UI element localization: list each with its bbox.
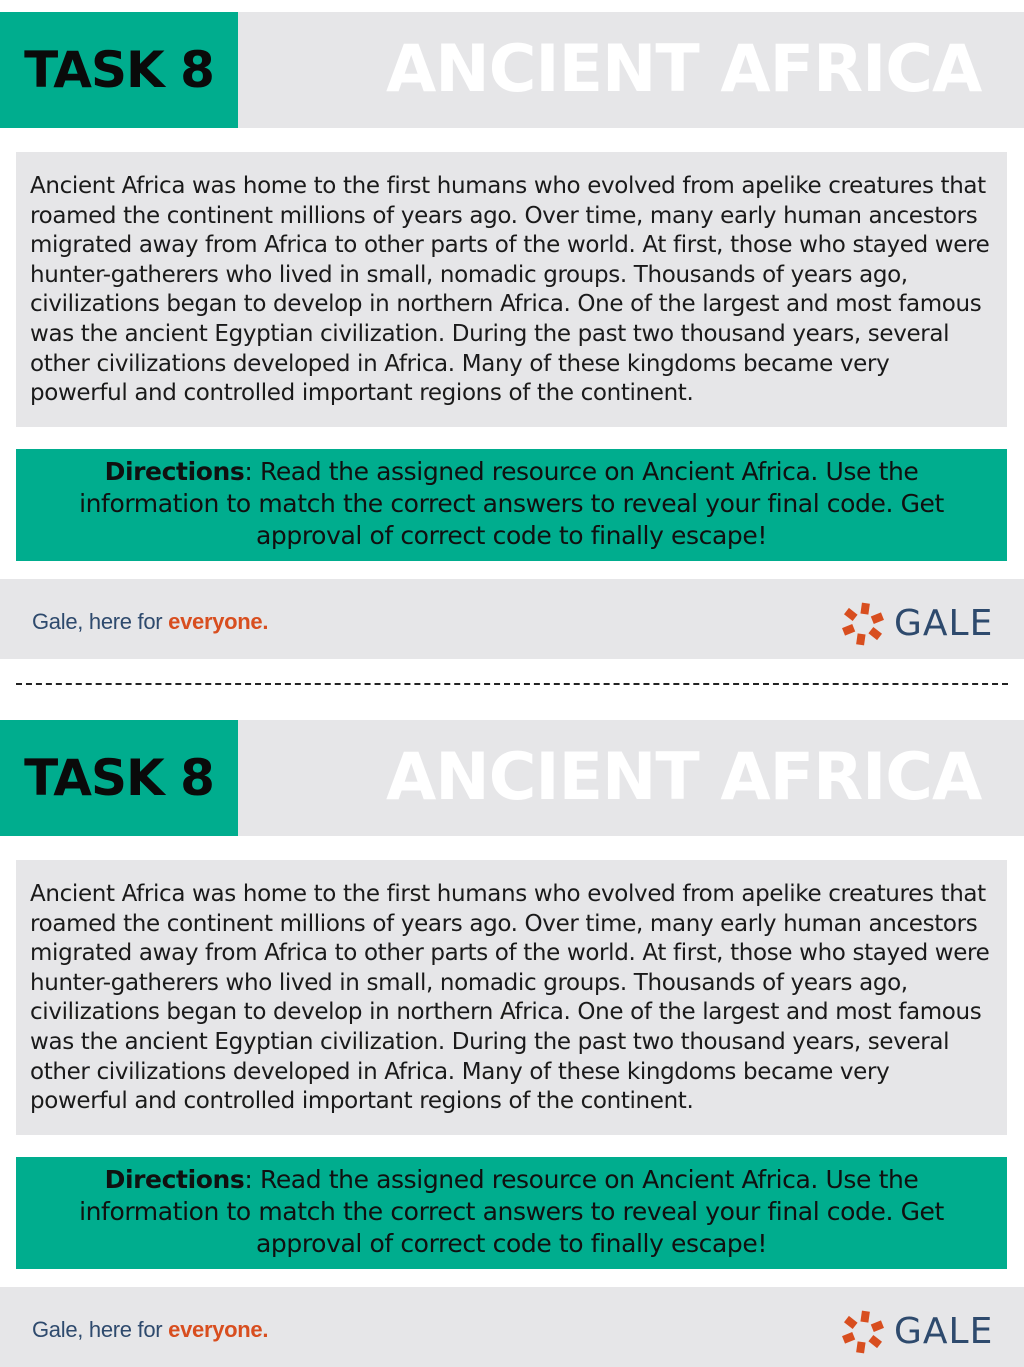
directions-text: [46, 456, 977, 552]
intro-panel: [16, 860, 1007, 1135]
tagline-prefix: Gale, here for: [32, 609, 169, 634]
directions-text: [46, 1164, 977, 1260]
directions-panel: [16, 449, 1007, 561]
tagline-accent: everyone.: [168, 609, 269, 634]
tagline: [32, 1317, 268, 1343]
gale-logo: [840, 1309, 1000, 1355]
directions-panel: [16, 1157, 1007, 1269]
logo-wordmark: GALE: [894, 603, 994, 644]
tagline-prefix: Gale, here for: [32, 1317, 169, 1342]
dashed-divider: [16, 683, 1008, 685]
intro-panel: [16, 152, 1007, 427]
gale-logo: [840, 601, 1000, 647]
tagline-accent: everyone.: [168, 1317, 269, 1342]
directions-body: : Read the assigned resource on Ancient Africa. Use the information to match the correct answers to reveal your final code. Get approval of correct code to finally escape!: [79, 1165, 944, 1258]
gale-starburst-icon: [840, 601, 886, 647]
page-title: ANCIENT AFRICA: [386, 740, 982, 815]
title-bar: [0, 720, 1024, 836]
footer: [0, 579, 1024, 659]
intro-text: Ancient Africa was home to the first humans who evolved from apelike creatures that roamed the continent millions of years ago. Over time, many early human ancestors migrated away from Africa to other parts of the world. At first, those who stayed were hunter-gatherers who lived in small, nomadic groups. Thousands of years ago, civilizations began to develop in northern Africa. One of the largest and most famous was the ancient Egyptian civilization. During the past two thousand years, several other civilizations developed in Africa. Many of these kingdoms became very powerful and controlled important regions of the continent.: [30, 881, 990, 1115]
directions-label: Directions: [104, 457, 245, 486]
task-label: TASK 8: [0, 720, 238, 836]
gale-starburst-icon: [840, 1309, 886, 1355]
directions-label: Directions: [104, 1165, 245, 1194]
tagline: [32, 609, 268, 635]
task-label: TASK 8: [0, 12, 238, 128]
directions-body: : Read the assigned resource on Ancient Africa. Use the information to match the correct answers to reveal your final code. Get approval of correct code to finally escape!: [79, 457, 944, 550]
page-title: ANCIENT AFRICA: [386, 32, 982, 107]
intro-text: Ancient Africa was home to the first humans who evolved from apelike creatures that roamed the continent millions of years ago. Over time, many early human ancestors migrated away from Africa to other parts of the world. At first, those who stayed were hunter-gatherers who lived in small, nomadic groups. Thousands of years ago, civilizations began to develop in northern Africa. One of the largest and most famous was the ancient Egyptian civilization. During the past two thousand years, several other civilizations developed in Africa. Many of these kingdoms became very powerful and controlled important regions of the continent.: [30, 173, 990, 407]
footer: [0, 1287, 1024, 1367]
logo-wordmark: GALE: [894, 1311, 994, 1352]
title-bar: [0, 12, 1024, 128]
